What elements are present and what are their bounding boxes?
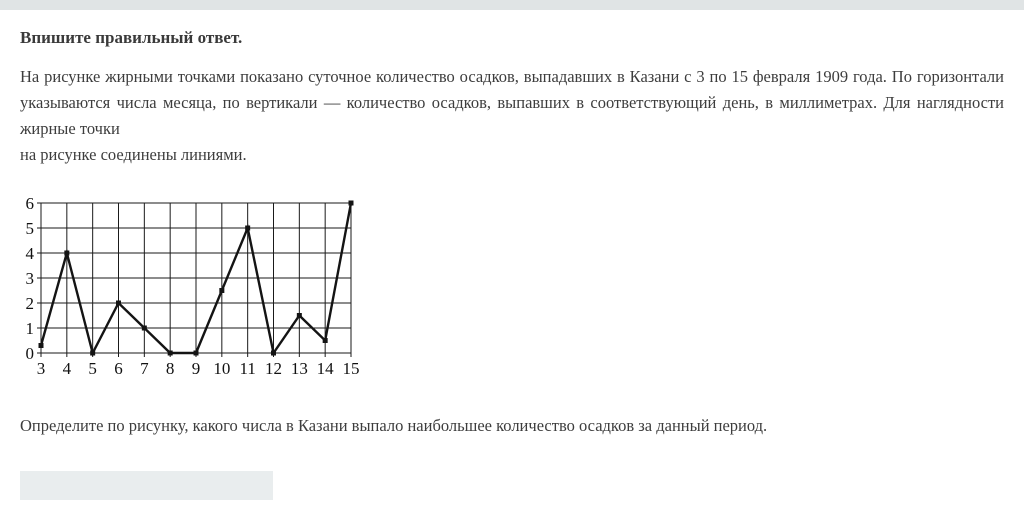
task-description-line1: На рисунке жирными точками показано суточное количество осадков, выпадавших в Казани с 3 по 15 февраля 1909 года. По горизонтали указываются числа месяца, по вертикали — количество осадков, выпавших в соответствующий день, в миллиметрах. Для наглядности жирные точки [20,67,1004,138]
task-description-line2: на рисунке соединены линиями. [20,145,247,164]
svg-text:9: 9 [191,359,201,378]
svg-text:4: 4 [25,244,34,263]
svg-text:4: 4 [62,359,72,378]
svg-text:6: 6 [114,359,123,378]
top-divider-bar [0,0,1024,10]
precipitation-chart-svg [20,193,366,379]
svg-text:2: 2 [25,294,34,313]
svg-text:11: 11 [239,359,256,378]
svg-text:12: 12 [265,359,282,378]
svg-text:8: 8 [165,359,175,378]
svg-text:5: 5 [25,219,34,238]
svg-text:0: 0 [25,344,34,363]
svg-text:10: 10 [213,359,231,378]
svg-text:13: 13 [290,359,308,378]
task-content [0,28,1024,500]
svg-text:14: 14 [316,359,334,378]
precipitation-chart [20,193,366,379]
answer-input[interactable] [20,471,273,500]
svg-text:15: 15 [342,359,360,378]
svg-text:3: 3 [25,269,34,288]
svg-text:5: 5 [88,359,97,378]
svg-text:6: 6 [25,194,34,213]
svg-text:1: 1 [25,319,34,338]
svg-text:7: 7 [140,359,149,378]
task-heading: Впишите правильный ответ. [20,28,243,47]
svg-text:3: 3 [36,359,46,378]
task-question: Определите по рисунку, какого числа в Казани выпало наибольшее количество осадков за данный период. [20,416,768,435]
task-description [20,64,1004,168]
